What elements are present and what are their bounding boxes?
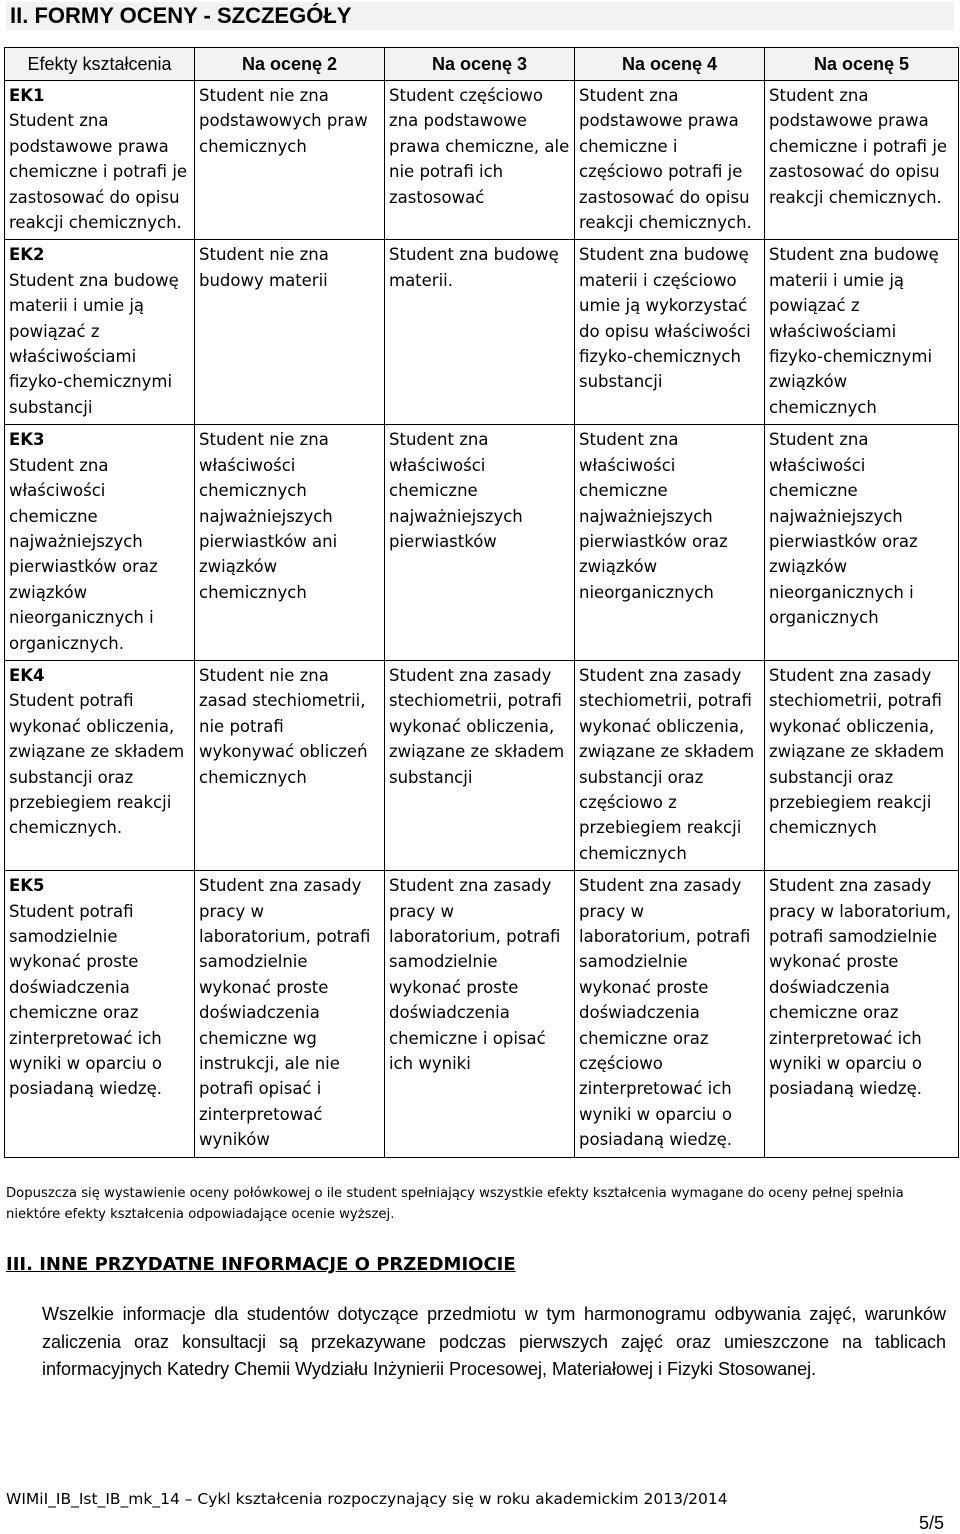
outcome-code: EK3 xyxy=(9,430,45,450)
grade-4-criteria: Student zna zasady stechiometrii, potrafi wykonać obliczenia, związane ze składem substancji oraz częściowo z przebiegiem reakcji chemicznych xyxy=(575,660,765,870)
grade-2-criteria: Student nie zna budowy materii xyxy=(195,240,385,425)
grade-2-criteria: Student nie zna zasad stechiometrii, nie potrafi wykonywać obliczeń chemicznych xyxy=(195,660,385,870)
header-grade-5: Na ocenę 5 xyxy=(765,48,959,81)
outcome-code: EK5 xyxy=(9,876,45,896)
header-learning-outcomes: Efekty kształcenia xyxy=(5,48,195,81)
learning-outcome-cell xyxy=(5,871,195,1157)
half-grade-note: Dopuszcza się wystawienie oceny połówkowej o ile student spełniający wszystkie efekty kształcenia wymagane do oceny pełnej spełnia niektóre efekty kształcenia odpowiadające ocenie wyższej. xyxy=(6,1186,904,1222)
learning-outcome-cell xyxy=(5,425,195,661)
outcome-description: Student zna budowę materii i umie ją powiązać z właściwościami fizyko-chemicznymi substancji xyxy=(9,270,179,417)
table-row xyxy=(5,81,959,240)
grade-5-criteria: Student zna budowę materii i umie ją powiązać z właściwościami fizyko-chemicznymi związków chemicznych xyxy=(765,240,959,425)
grade-3-criteria: Student zna właściwości chemiczne najważniejszych pierwiastków xyxy=(385,425,575,661)
outcome-code: EK2 xyxy=(9,245,45,265)
table-row xyxy=(5,240,959,425)
grade-3-criteria: Student zna zasady pracy w laboratorium, potrafi samodzielnie wykonać proste doświadczenia chemiczne i opisać ich wyniki xyxy=(385,871,575,1157)
page-number: 5/5 xyxy=(918,1513,944,1533)
outcome-description: Student zna właściwości chemiczne najważniejszych pierwiastków oraz związków nieorganicznych i organicznych. xyxy=(9,455,158,653)
table-row xyxy=(5,425,959,661)
grade-5-criteria: Student zna właściwości chemiczne najważniejszych pierwiastków oraz związków nieorganicznych i organicznych xyxy=(765,425,959,661)
outcome-description: Student potrafi samodzielnie wykonać proste doświadczenia chemiczne oraz zinterpretować ich wyniki w oparciu o posiadaną wiedzę. xyxy=(9,901,163,1099)
learning-outcome-cell xyxy=(5,240,195,425)
outcome-code: EK4 xyxy=(9,665,45,685)
grade-2-criteria: Student zna zasady pracy w laboratorium, potrafi samodzielnie wykonać proste doświadczenia chemiczne wg instrukcji, ale nie potrafi opisać i zinterpretować wyników xyxy=(195,871,385,1157)
grade-2-criteria: Student nie zna podstawowych praw chemicznych xyxy=(195,81,385,240)
grade-2-criteria: Student nie zna właściwości chemicznych najważniejszych pierwiastków ani związków chemicznych xyxy=(195,425,385,661)
section-title: II. FORMY OCENY - SZCZEGÓŁY xyxy=(6,2,954,30)
course-info-paragraph: Wszelkie informacje dla studentów dotyczące przedmiotu w tym harmonogramu odbywania zajęć, warunków zaliczenia oraz konsultacji są przekazywane podczas pierwszych zajęć oraz umieszczone na tablicach informacyjnych Katedry Chemii Wydziału Inżynierii Procesowej, Materiałowej i Fizyki Stosowanej. xyxy=(42,1304,946,1380)
grade-3-criteria: Student zna budowę materii. xyxy=(385,240,575,425)
grade-4-criteria: Student zna podstawowe prawa chemiczne i częściowo potrafi je zastosować do opisu reakcji chemicznych. xyxy=(575,81,765,240)
grading-criteria-table xyxy=(4,47,959,1158)
grade-4-criteria: Student zna zasady pracy w laboratorium, potrafi samodzielnie wykonać proste doświadczenia chemiczne oraz częściowo zinterpretować ich wyniki w oparciu o posiadaną wiedzę. xyxy=(575,871,765,1157)
outcome-code: EK1 xyxy=(9,86,45,105)
document-footer: WIMiI_IB_Ist_IB_mk_14 – Cykl kształcenia rozpoczynający się w roku akademickim 2013/2014 xyxy=(6,1490,728,1508)
grade-4-criteria: Student zna budowę materii i częściowo umie ją wykorzystać do opisu właściwości fizyko-chemicznych substancji xyxy=(575,240,765,425)
grade-5-criteria: Student zna zasady stechiometrii, potrafi wykonać obliczenia, związane ze składem substancji oraz przebiegiem reakcji chemicznych xyxy=(765,660,959,870)
learning-outcome-cell xyxy=(5,660,195,870)
grade-3-criteria: Student częściowo zna podstawowe prawa chemiczne, ale nie potrafi ich zastosować xyxy=(385,81,575,240)
grade-4-criteria: Student zna właściwości chemiczne najważniejszych pierwiastków oraz związków nieorganicznych xyxy=(575,425,765,661)
table-row xyxy=(5,871,959,1157)
grade-5-criteria: Student zna podstawowe prawa chemiczne i potrafi je zastosować do opisu reakcji chemicznych. xyxy=(765,81,959,240)
outcome-description: Student potrafi wykonać obliczenia, związane ze składem substancji oraz przebiegiem reakcji chemicznych. xyxy=(9,691,185,838)
table-header-row xyxy=(5,48,959,81)
header-grade-4: Na ocenę 4 xyxy=(575,48,765,81)
section-3-title: III. INNE PRZYDATNE INFORMACJE O PRZEDMIOCIE xyxy=(6,1254,516,1275)
outcome-description: Student zna podstawowe prawa chemiczne i potrafi je zastosować do opisu reakcji chemicznych. xyxy=(9,111,188,233)
table-row xyxy=(5,660,959,870)
grade-5-criteria: Student zna zasady pracy w laboratorium, potrafi samodzielnie wykonać proste doświadczenia chemiczne oraz zinterpretować ich wyniki w oparciu o posiadaną wiedzę. xyxy=(765,871,959,1157)
grade-3-criteria: Student zna zasady stechiometrii, potrafi wykonać obliczenia, związane ze składem substancji xyxy=(385,660,575,870)
header-grade-2: Na ocenę 2 xyxy=(195,48,385,81)
learning-outcome-cell xyxy=(5,81,195,240)
header-grade-3: Na ocenę 3 xyxy=(385,48,575,81)
